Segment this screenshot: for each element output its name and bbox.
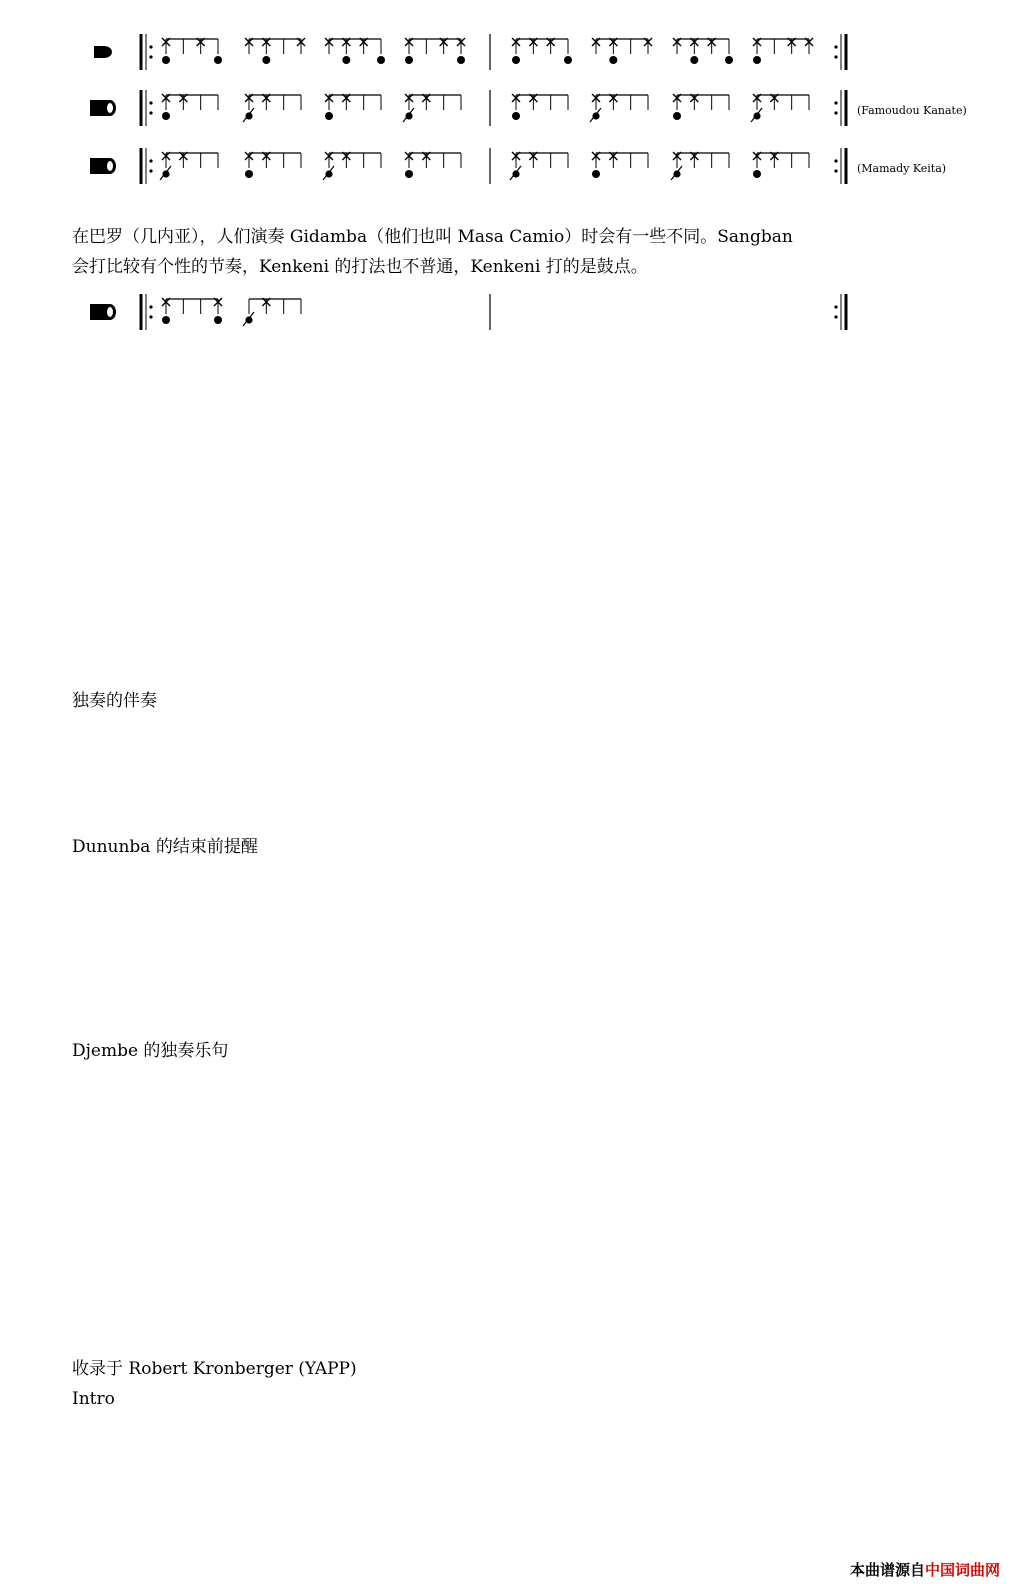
repeat-dot bbox=[149, 315, 152, 318]
footer-site: 中国词曲网 bbox=[924, 1561, 1000, 1579]
system-note: (Famoudou Kanate) bbox=[857, 104, 967, 117]
repeat-dot bbox=[149, 159, 152, 162]
repeat-dot bbox=[834, 315, 837, 318]
sangban-icon-rim bbox=[107, 307, 113, 317]
rhythm-system bbox=[94, 34, 846, 70]
repeat-dot bbox=[834, 111, 837, 114]
open-note bbox=[262, 56, 270, 64]
open-note bbox=[162, 316, 170, 324]
open-note bbox=[405, 56, 413, 64]
open-note bbox=[162, 56, 170, 64]
open-note bbox=[725, 56, 733, 64]
repeat-dot bbox=[149, 305, 152, 308]
open-note bbox=[405, 170, 413, 178]
repeat-dot bbox=[834, 45, 837, 48]
text-dununba-line-0: Dununba 的结束前提醒 bbox=[72, 837, 258, 857]
repeat-dot bbox=[834, 305, 837, 308]
open-note bbox=[673, 112, 681, 120]
open-note bbox=[214, 316, 222, 324]
open-note bbox=[214, 56, 222, 64]
open-note bbox=[512, 112, 520, 120]
open-note bbox=[342, 56, 350, 64]
open-note bbox=[377, 56, 385, 64]
source-footer bbox=[850, 1559, 1000, 1580]
repeat-dot bbox=[149, 101, 152, 104]
repeat-dot bbox=[149, 45, 152, 48]
text-yapp-line-0: 收录于 Robert Kronberger (YAPP) bbox=[72, 1359, 357, 1379]
rhythm-system bbox=[90, 90, 967, 126]
rhythm-system bbox=[90, 148, 946, 184]
text-guinea-line-0: 在巴罗（几内亚），人们演奏 Gidamba（他们也叫 Masa Camio）时会有一些不同。Sangban bbox=[72, 227, 793, 247]
open-note bbox=[609, 56, 617, 64]
sangban-icon-rim bbox=[107, 161, 113, 171]
open-note bbox=[245, 170, 253, 178]
open-note bbox=[512, 56, 520, 64]
open-note bbox=[325, 112, 333, 120]
repeat-dot bbox=[149, 55, 152, 58]
text-yapp-line-1: Intro bbox=[72, 1389, 115, 1409]
open-note bbox=[457, 56, 465, 64]
open-note bbox=[162, 112, 170, 120]
footer-prefix: 本曲谱源自 bbox=[849, 1561, 925, 1579]
open-note bbox=[753, 170, 761, 178]
text-solo_acc-line-0: 独奏的伴奏 bbox=[72, 691, 157, 711]
repeat-dot bbox=[834, 169, 837, 172]
repeat-dot bbox=[834, 55, 837, 58]
open-note bbox=[592, 170, 600, 178]
repeat-dot bbox=[149, 111, 152, 114]
system-note: (Mamady Keita) bbox=[857, 162, 947, 175]
repeat-dot bbox=[149, 169, 152, 172]
repeat-dot bbox=[834, 101, 837, 104]
repeat-dot bbox=[834, 159, 837, 162]
kenkeni-icon-body bbox=[94, 46, 104, 58]
rhythm-system bbox=[90, 294, 846, 330]
text-djembe_solo-line-0: Djembe 的独奏乐句 bbox=[72, 1041, 229, 1061]
open-note bbox=[690, 56, 698, 64]
sangban-icon-rim bbox=[107, 103, 113, 113]
open-note bbox=[753, 56, 761, 64]
open-note bbox=[564, 56, 572, 64]
text-guinea-line-1: 会打比较有个性的节奏，Kenkeni 的打法也不普通，Kenkeni 打的是鼓点。 bbox=[72, 257, 648, 277]
